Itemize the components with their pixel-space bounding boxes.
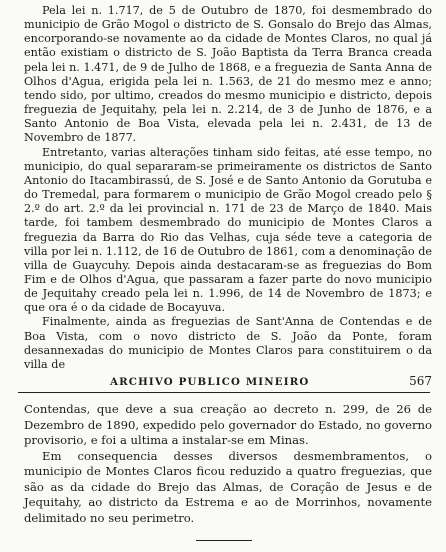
paragraph-finalmente: Finalmente, ainda as freguezias de Sant'Anna de Contendas e de Boa Vista, com o novo districto de S. João da Ponte, foram desannexadas do municipio de Montes Claros para constituirem o da villa de xyxy=(24,315,432,371)
closing-rule xyxy=(196,540,252,541)
page-number: 567 xyxy=(409,374,432,388)
lower-text-block xyxy=(24,402,432,526)
header-rule xyxy=(18,392,430,393)
paragraph-lei-1717: Pela lei n. 1.717, de 5 de Outubro de 1870, foi desmembrado do municipio de Grão Mogol o districto de S. Gonsalo do Brejo das Almas, encorporando-se novamente ao da cidade de Montes Claros, no qual já então existiam o districto de S. João Baptista da Terra Branca creada pela lei n. 1.471, de 9 de Julho de 1868, e a freguezia de Santa Anna de Olhos d'Agua, erigida pela lei n. 1.563, de 21 do mesmo mez e anno; tendo sido, por ultimo, creados do mesmo municipio e districto, depois freguezia de Jequitahy, pela lei n. 2.214, de 3 de Junho de 1876, e a Santo Antonio de Boa Vista, elevada pela lei n. 2.431, de 13 de Novembro de 1877. xyxy=(24,4,432,145)
running-header xyxy=(24,374,432,388)
paragraph-entretanto: Entretanto, varias alterações tinham sido feitas, até esse tempo, no municipio, do qual separaram-se primeiramente os districtos de Santo Antonio do Itacambirassú, de S. José e de Santo Antonio da Gorutuba e do Tremedal, para formarem o municipio de Grão Mogol creado pelo § 2.º do art. 2.º da lei provincial n. 171 de 23 de Março de 1840. Mais tarde, foi tambem desmembrado do municipio de Montes Claros a freguezia da Barra do Rio das Velhas, cuja séde teve a categoria de villa por lei n. 1.112, de 16 de Outubro de 1861, com a denominação de villa de Guaycuhy. Depois ainda destacaram-se as freguezias do Bom Fim e de Olhos d'Agua, que passaram a fazer parte do novo municipio de Jequitahy creado pela lei n. 1.996, de 14 de Novembro de 1873; e que ora é o da cidade de Bocayuva. xyxy=(24,145,432,315)
upper-text-block xyxy=(24,4,432,372)
running-head-title: ARCHIVO PUBLICO MINEIRO xyxy=(110,376,310,388)
paragraph-contendas: Contendas, que deve a sua creação ao decreto n. 299, de 26 de Dezembro de 1890, expedido pelo governador do Estado, no governo provisorio, e foi a ultima a instalar-se em Minas. xyxy=(24,402,432,447)
paragraph-consequencia: Em consequencia desses diversos desmembramentos, o municipio de Montes Claros ficou reduzido a quatro freguezias, que são as da cidade do Brejo das Almas, de Coração de Jesus e de Jequitahy, ao districto da Estrema e ao de Morrinhos, novamente delimitado no seu perimetro. xyxy=(24,448,432,525)
